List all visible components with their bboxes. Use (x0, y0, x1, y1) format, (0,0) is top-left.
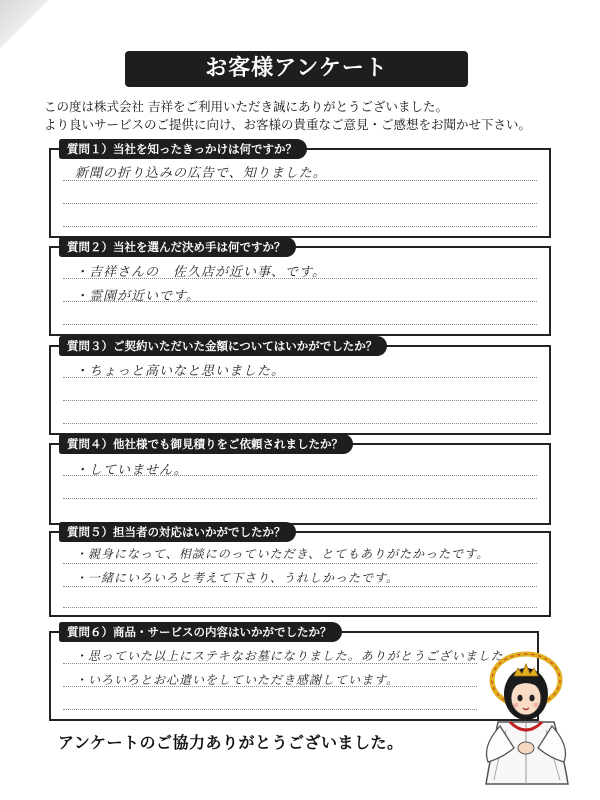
answer-rule (63, 423, 537, 424)
right-eye (529, 695, 534, 702)
intro-text (44, 98, 574, 134)
answer-rule (63, 400, 537, 401)
answer-rule (63, 203, 537, 204)
answer-rule (63, 607, 537, 608)
question-box-2 (49, 240, 551, 336)
handwritten-answer: ・親身になって、相談にのっていただき、とてもありがたかったです。 (75, 547, 490, 561)
question-box-5 (49, 525, 551, 617)
handwritten-answer: 新聞の折り込みの広告で、知りました。 (75, 166, 327, 181)
handwritten-answer: ・一緒にいろいろと考えて下さり、うれしかったです。 (75, 571, 400, 585)
answer-rule (63, 226, 537, 227)
handwritten-answer: ・ちょっと高いなと思いました。 (75, 364, 286, 379)
intro-line: より良いサービスのご提供に向け、お客様の貴重なご意見・ご感想をお聞かせ下さい。 (44, 117, 532, 132)
answer-rule (63, 498, 537, 499)
handwritten-answer: ・吉祥さんの 佐久店が近い事、です。 (75, 265, 326, 280)
question-label: 質問３）ご契約いただいた金額についてはいかがでしたか？ (59, 336, 387, 356)
question-box-1 (49, 142, 551, 238)
page-fold-corner (0, 0, 48, 48)
handwritten-answer: ・いろいろとお心遣いをしていただき感謝しています。 (75, 673, 400, 687)
question-label: 質問２）当社を選んだ決め手は何ですか？ (59, 237, 296, 257)
question-box-4 (49, 437, 551, 525)
hands (518, 742, 534, 754)
question-label: 質問６）商品・サービスの内容はいかがでしたか？ (59, 622, 342, 642)
handwritten-answer: ・していません。 (75, 463, 188, 478)
answer-rule (63, 563, 537, 564)
question-box-3 (49, 339, 551, 435)
question-label: 質問５）担当者の対応はいかがでしたか？ (59, 522, 296, 542)
question-label: 質問１）当社を知ったきっかけは何ですか？ (59, 139, 307, 159)
right-cheek (534, 703, 539, 708)
handwritten-answer: ・思っていた以上にステキなお墓になりました。ありがとうございました。 (75, 649, 517, 663)
answer-rule (63, 586, 537, 587)
closing-message: アンケートのご協力ありがとうございました。 (58, 733, 404, 752)
question-label: 質問４）他社様でも御見積りをご依頼されましたか？ (59, 434, 353, 454)
answer-rule (63, 709, 477, 710)
crown (514, 664, 538, 676)
mascot-illustration (468, 650, 590, 790)
page-title: お客様アンケート (125, 51, 468, 87)
left-cheek (514, 703, 519, 708)
handwritten-answer: ・霊園が近いです。 (75, 289, 200, 304)
left-eye (517, 695, 522, 702)
intro-line: この度は株式会社 吉祥をご利用いただき誠にありがとうございました。 (44, 99, 448, 114)
question-box-6 (49, 625, 539, 721)
answer-rule (63, 324, 537, 325)
